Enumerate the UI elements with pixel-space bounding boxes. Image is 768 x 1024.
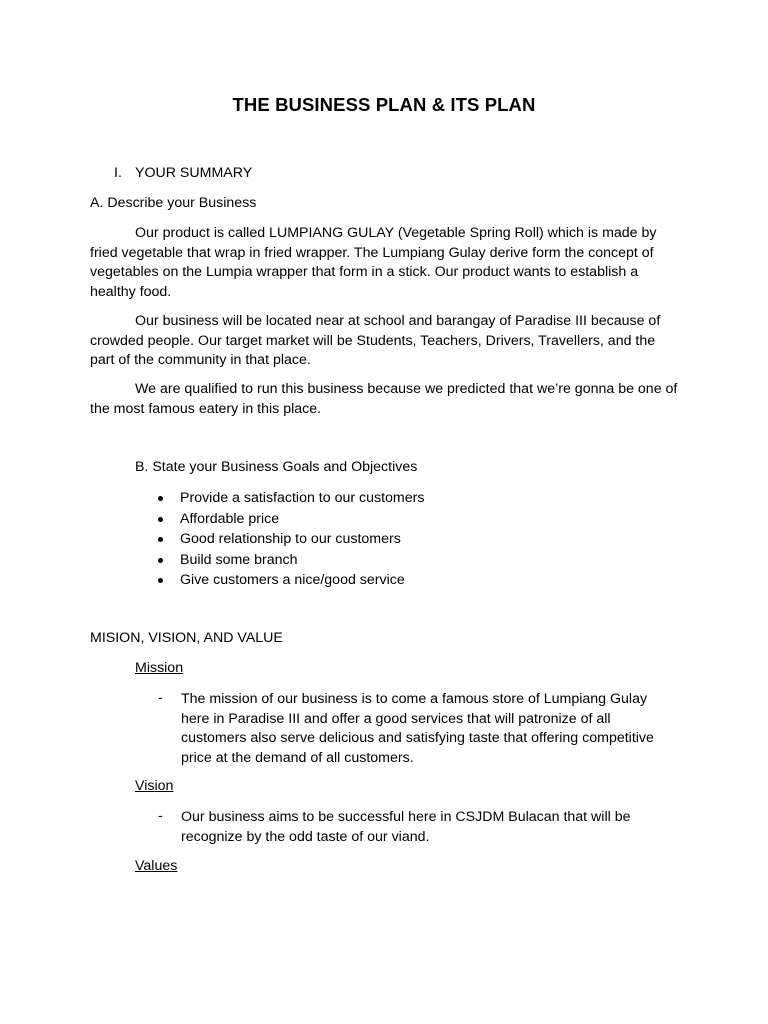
section-a-heading: A. Describe your Business bbox=[90, 195, 257, 211]
bullet-icon bbox=[158, 558, 163, 563]
bullet-icon bbox=[158, 517, 163, 522]
mvv-heading: MISION, VISION, AND VALUE bbox=[90, 630, 283, 646]
list-item: Affordable price bbox=[90, 509, 424, 530]
mission-label: Mission bbox=[135, 660, 184, 676]
vision-label: Vision bbox=[135, 778, 174, 794]
dash-marker: - bbox=[158, 808, 163, 824]
section-b-heading: B. State your Business Goals and Objectives bbox=[135, 459, 418, 475]
document-title: THE BUSINESS PLAN & ITS PLAN bbox=[232, 94, 536, 115]
vision-text: Our business aims to be successful here in CSJDM Bulacan that will be recognize by the odd taste of our viand. bbox=[181, 809, 631, 845]
section-i-heading: YOUR SUMMARY bbox=[135, 165, 253, 181]
vision-item bbox=[90, 808, 680, 847]
mission-text: The mission of our business is to come a famous store of Lumpiang Gulay here in Paradise III and offer a good services that will patronize of all customers also serve delicious and satisfying taste that offering competitive price at the demand of all customers. bbox=[181, 691, 654, 766]
bullet-icon bbox=[158, 537, 163, 542]
bullet-icon bbox=[158, 496, 163, 501]
business-location-paragraph: Our business will be located near at school and barangay of Paradise III because of crowded people. Our target market will be Students, Teachers, Drivers, Travellers, and the part of the community in that place. bbox=[90, 313, 661, 369]
mission-item bbox=[90, 690, 680, 768]
business-description-paragraph: Our product is called LUMPIANG GULAY (Vegetable Spring Roll) which is made by fried vegetable that wrap in fried wrapper. The Lumpiang Gulay derive form the concept of vegetables on the Lumpia wrapper that form in a stick. Our product wants to establish a healthy food. bbox=[90, 225, 657, 300]
business-qualification-paragraph: We are qualified to run this business because we predicted that we’re gonna be one of the most famous eatery in this place. bbox=[90, 381, 678, 417]
list-item: Provide a satisfaction to our customers bbox=[90, 488, 424, 509]
section-i-number: I. bbox=[114, 165, 122, 181]
bullet-icon bbox=[158, 578, 163, 583]
dash-marker: - bbox=[158, 690, 163, 706]
list-item: Good relationship to our customers bbox=[90, 529, 424, 550]
list-item: Build some branch bbox=[90, 550, 424, 571]
goals-list bbox=[90, 488, 424, 591]
list-item: Give customers a nice/good service bbox=[90, 570, 424, 591]
values-label: Values bbox=[135, 858, 178, 874]
